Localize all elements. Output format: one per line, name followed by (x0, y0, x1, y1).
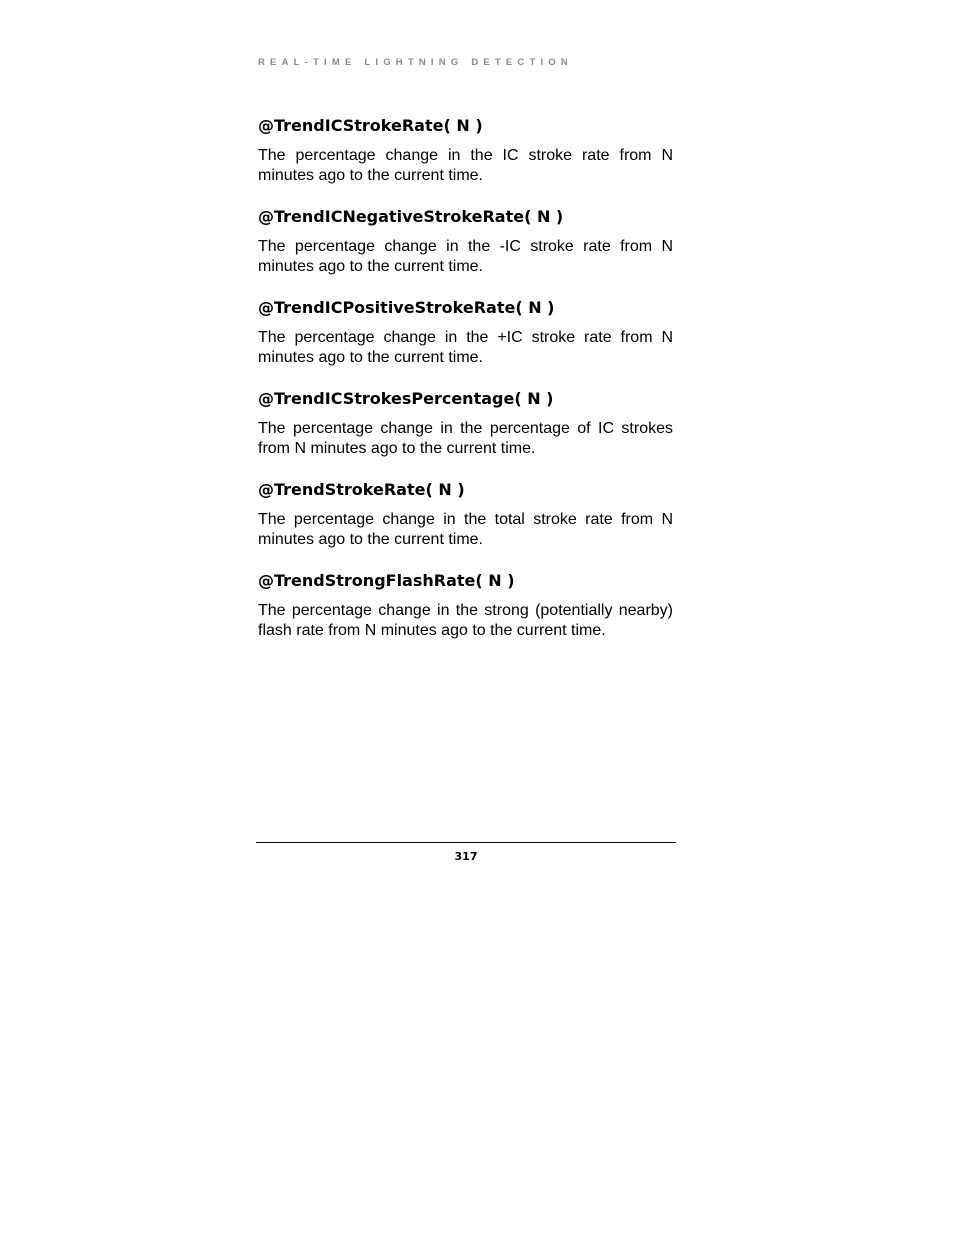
function-title: @TrendStrokeRate( N ) (258, 480, 465, 499)
function-entry (258, 571, 673, 641)
function-description: The percentage change in the total stroke rate from N minutes ago to the current time. (258, 511, 673, 548)
function-title: @TrendICPositiveStrokeRate( N ) (258, 298, 555, 317)
running-header: REAL-TIME LIGHTNING DETECTION (258, 57, 573, 68)
function-entry (258, 116, 673, 186)
function-entry (258, 389, 673, 459)
main-content (258, 116, 673, 662)
function-entry (258, 480, 673, 550)
page-number: 317 (454, 850, 478, 863)
function-entry (258, 298, 673, 368)
function-title: @TrendStrongFlashRate( N ) (258, 571, 515, 590)
function-entry (258, 207, 673, 277)
function-title: @TrendICStrokesPercentage( N ) (258, 389, 554, 408)
function-description: The percentage change in the IC stroke rate from N minutes ago to the current time. (258, 147, 673, 184)
function-title: @TrendICStrokeRate( N ) (258, 116, 483, 135)
footer-divider (256, 842, 676, 843)
function-title: @TrendICNegativeStrokeRate( N ) (258, 207, 564, 226)
function-description: The percentage change in the +IC stroke rate from N minutes ago to the current time. (258, 329, 673, 366)
function-description: The percentage change in the percentage of IC strokes from N minutes ago to the current time. (258, 420, 673, 457)
function-description: The percentage change in the -IC stroke rate from N minutes ago to the current time. (258, 238, 673, 275)
function-description: The percentage change in the strong (potentially nearby) flash rate from N minutes ago to the current time. (258, 602, 673, 639)
